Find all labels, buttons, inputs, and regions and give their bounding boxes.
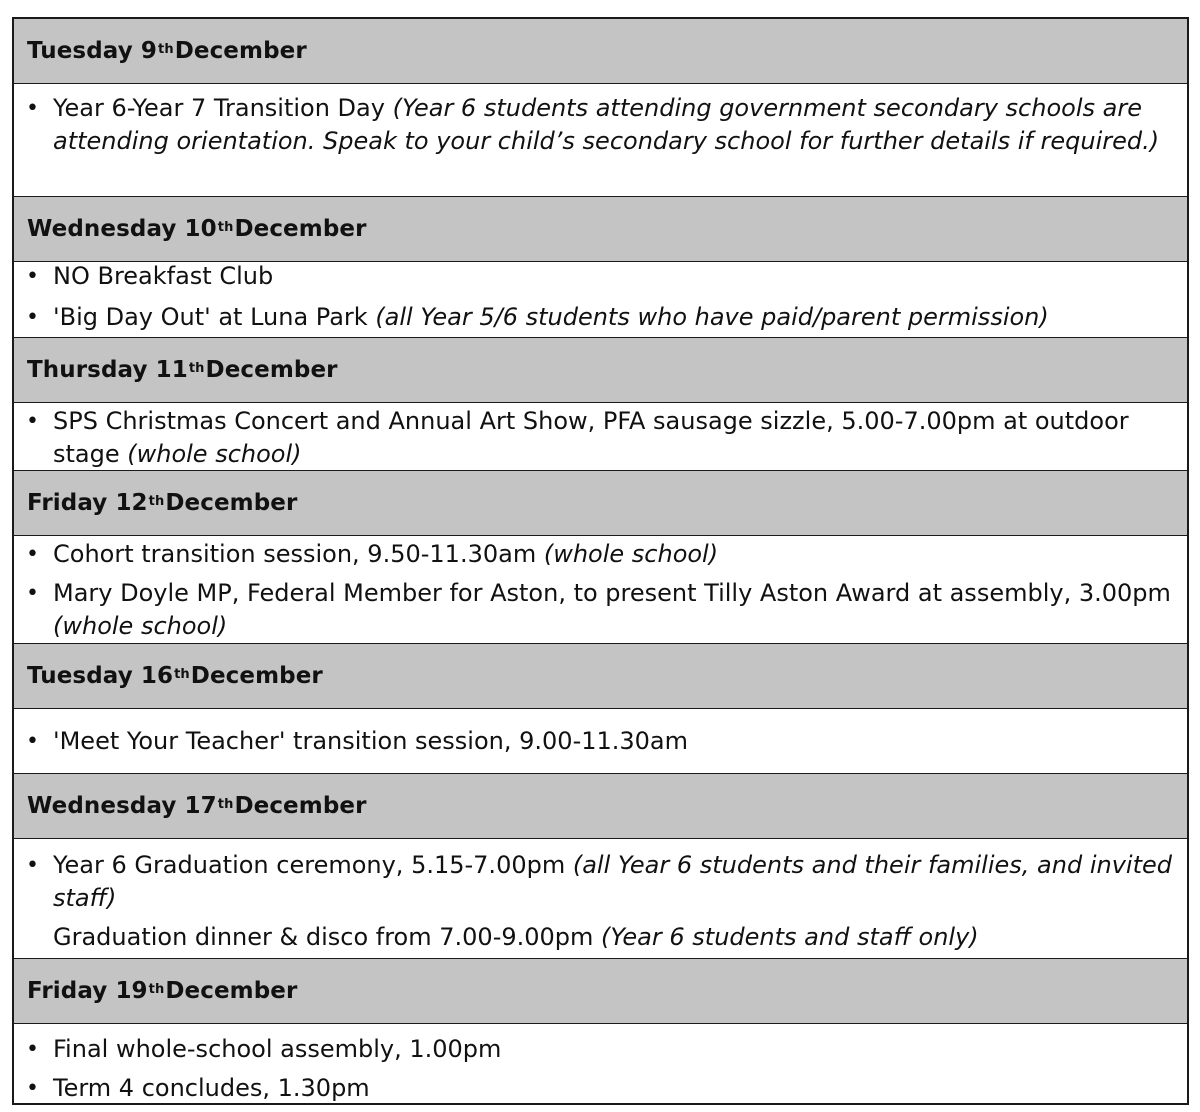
day-block: [14, 774, 1187, 959]
day-events: [14, 403, 1187, 471]
day-header: Thursday 11 $^{th}$ December: [14, 338, 1187, 403]
event-text: Year 6 Graduation ceremony, 5.15-7.00pm: [53, 851, 573, 879]
day-weekday: Wednesday 17: [27, 793, 217, 819]
day-events: [14, 84, 1187, 197]
day-block: [14, 959, 1187, 1103]
event-note: (whole school): [127, 440, 302, 468]
event-item: [14, 1072, 1187, 1103]
event-item: [14, 725, 1187, 758]
event-note: (whole school): [543, 540, 719, 568]
day-month: December: [174, 38, 307, 64]
day-events: [14, 262, 1187, 338]
day-block: [14, 19, 1187, 197]
day-month: December: [205, 357, 338, 383]
events-calendar-table: [12, 17, 1189, 1105]
event-note: (whole school): [53, 612, 228, 640]
day-weekday: Friday 19: [27, 978, 148, 1004]
day-header: Wednesday 17 $^{th}$ December: [14, 774, 1187, 839]
event-item: [14, 921, 1187, 954]
event-item: [14, 849, 1187, 915]
day-month: December: [234, 793, 367, 819]
event-note: (Year 6 students attending government secondary schools are attending orientation. Speak to your child’s secondary school for further details if required.): [53, 94, 1160, 155]
day-events: [14, 1024, 1187, 1103]
event-item: [14, 301, 1187, 334]
day-events: [14, 709, 1187, 774]
event-item: [14, 1033, 1187, 1066]
day-weekday: Wednesday 10: [27, 216, 217, 242]
event-text: Graduation dinner & disco from 7.00-9.00pm: [53, 923, 602, 951]
day-header: Friday 12 $^{th}$ December: [14, 471, 1187, 536]
event-text: Mary Doyle MP, Federal Member for Aston, to present Tilly Aston Award at assembly, 3.00pm: [53, 579, 1171, 607]
day-header: Friday 19 $^{th}$ December: [14, 959, 1187, 1024]
event-text: SPS Christmas Concert and Annual Art Show, PFA sausage sizzle, 5.00-7.00pm at outdoor stage: [53, 407, 1129, 468]
day-block: [14, 471, 1187, 644]
day-events: [14, 536, 1187, 644]
day-header: Tuesday 16 $^{th}$ December: [14, 644, 1187, 709]
event-item: [14, 538, 1187, 571]
event-item: [14, 92, 1187, 158]
day-block: [14, 197, 1187, 338]
event-text: 'Meet Your Teacher' transition session, 9.00-11.30am: [53, 727, 689, 755]
day-month: December: [165, 490, 298, 516]
day-weekday: Thursday 11: [27, 357, 188, 383]
event-text: Year 6-Year 7 Transition Day: [53, 94, 393, 122]
event-note: (all Year 6 students and their families, and invited staff): [53, 851, 1172, 912]
event-item: [14, 405, 1187, 471]
day-month: December: [165, 978, 298, 1004]
event-note: (Year 6 students and staff only): [601, 923, 979, 951]
day-month: December: [190, 663, 323, 689]
day-header: Wednesday 10 $^{th}$ December: [14, 197, 1187, 262]
event-text: Term 4 concludes, 1.30pm: [53, 1074, 370, 1102]
day-events: [14, 839, 1187, 959]
event-text: 'Big Day Out' at Luna Park: [53, 303, 376, 331]
event-text: Cohort transition session, 9.50-11.30am: [53, 540, 544, 568]
event-text: Final whole-school assembly, 1.00pm: [53, 1035, 502, 1063]
day-weekday: Friday 12: [27, 490, 148, 516]
event-item: [14, 577, 1187, 643]
day-weekday: Tuesday 16: [27, 663, 174, 689]
event-note: (all Year 5/6 students who have paid/parent permission): [375, 303, 1049, 331]
event-item: [14, 262, 1187, 293]
event-text: NO Breakfast Club: [53, 262, 274, 290]
day-weekday: Tuesday 9: [27, 38, 158, 64]
day-block: [14, 338, 1187, 471]
day-month: December: [234, 216, 367, 242]
day-block: [14, 644, 1187, 774]
day-header: Tuesday 9 $^{th}$ December: [14, 19, 1187, 84]
